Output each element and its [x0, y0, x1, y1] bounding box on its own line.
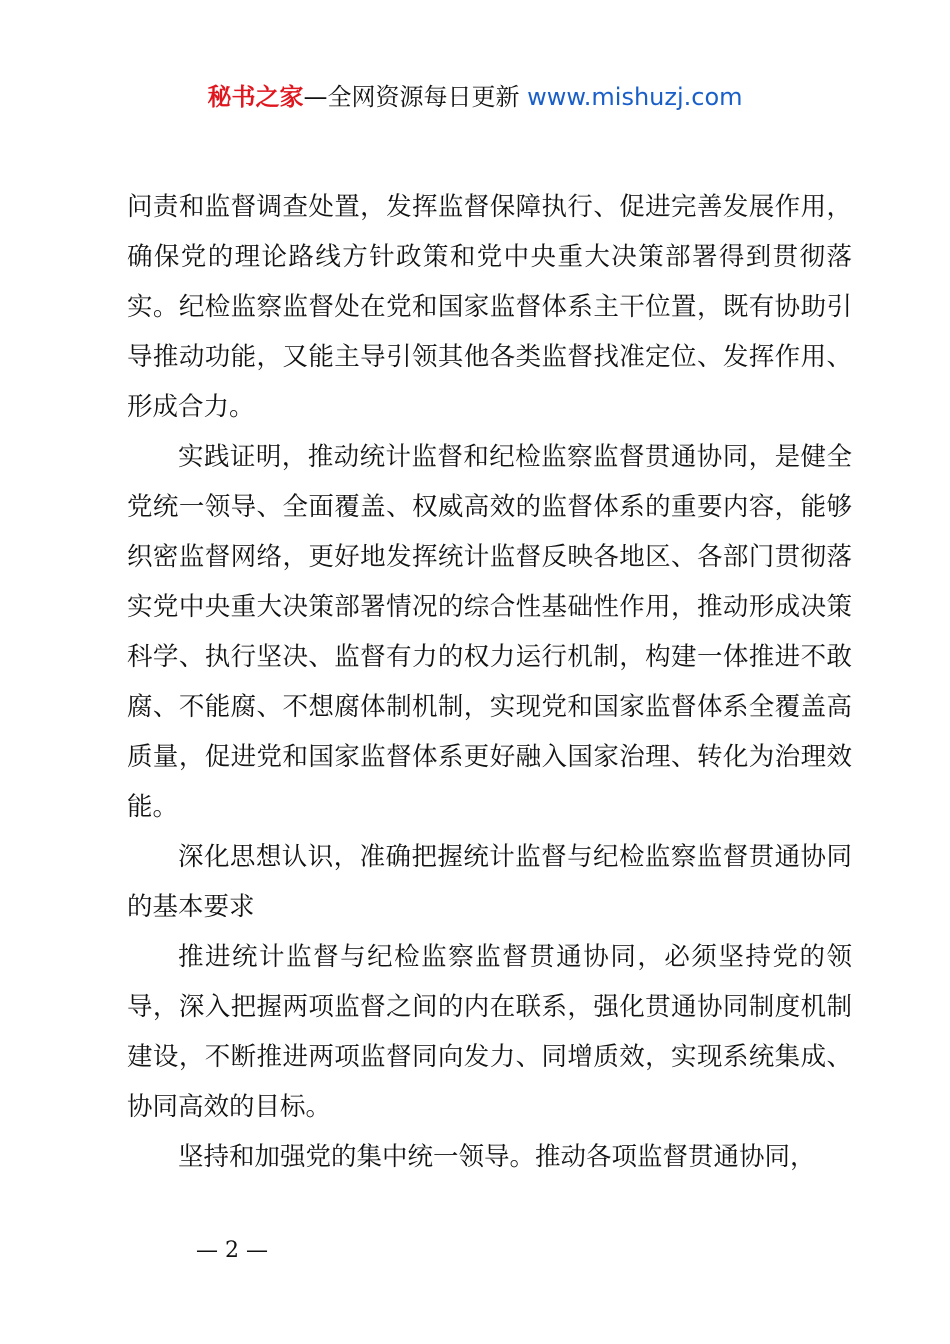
site-name: 秘书之家 — [207, 83, 304, 111]
page-number: — 2 — — [196, 1238, 268, 1263]
paragraph-practice-proof: 实践证明，推动统计监督和纪检监察监督贯通协同，是健全党统一领导、全面覆盖、权威高效的监督体系的重要内容，能够织密监督网络，更好地发挥统计监督反映各地区、各部门贯彻落实党中央重大决策部署情况的综合性基础性作用，推动形成决策科学、执行坚决、监督有力的权力运行机制，构建一体推进不敢腐、不能腐、不想腐体制机制，实现党和国家监督体系全覆盖高质量，促进党和国家监督体系更好融入国家治理、转化为治理效能。 — [127, 442, 852, 822]
paragraph-leadership: 坚持和加强党的集中统一领导。推动各项监督贯通协同， — [178, 1142, 816, 1172]
site-slogan: —全网资源每日更新 — [303, 83, 520, 111]
paragraph-continuation: 问责和监督调查处置，发挥监督保障执行、促进完善发展作用，确保党的理论路线方针政策和党中央重大决策部署得到贯彻落实。纪检监察监督处在党和国家监督体系主干位置，既有协助引导推动功能，又能主导引领其他各类监督找准定位、发挥作用、形成合力。 — [127, 192, 852, 422]
document-body — [127, 182, 852, 1182]
site-url-link[interactable]: www.mishuzj.com — [527, 83, 743, 111]
section-heading: 深化思想认识，准确把握统计监督与纪检监察监督贯通协同的基本要求 — [127, 842, 852, 922]
paragraph-requirements: 推进统计监督与纪检监察监督贯通协同，必须坚持党的领导，深入把握两项监督之间的内在联系，强化贯通协同制度机制建设，不断推进两项监督同向发力、同增质效，实现系统集成、协同高效的目标。 — [127, 942, 852, 1122]
watermark-header — [0, 80, 950, 114]
